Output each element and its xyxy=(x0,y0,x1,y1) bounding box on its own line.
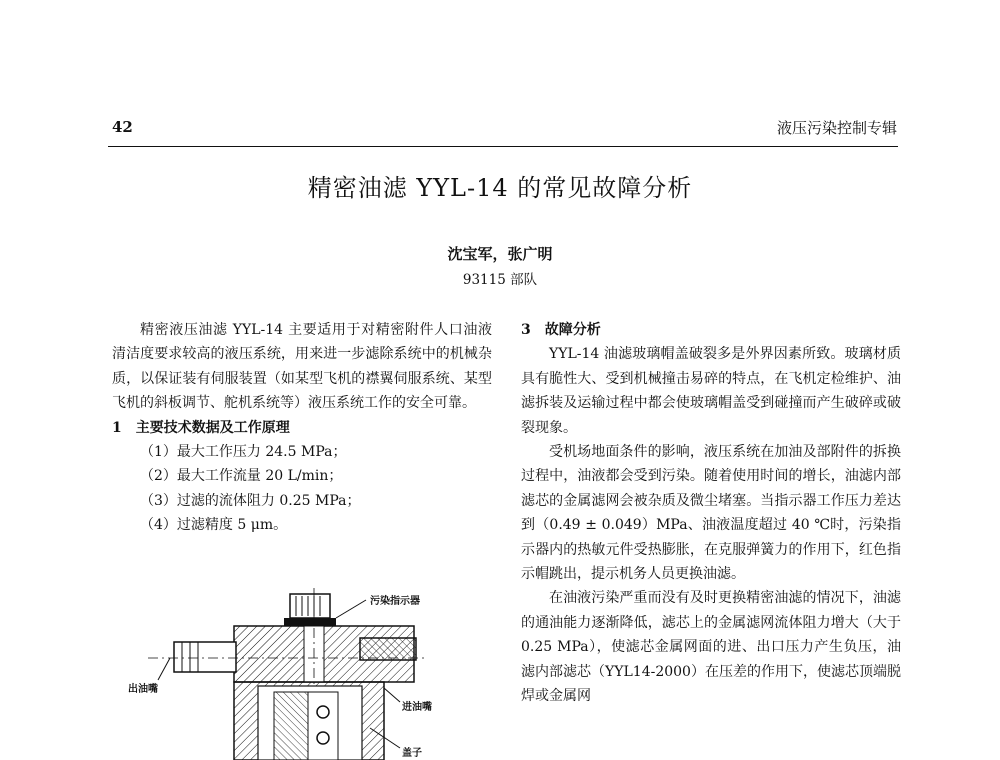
cover-label: 盖子 xyxy=(402,748,422,759)
body-paragraph: YYL-14 油滤玻璃帽盖破裂多是外界因素所致。玻璃材质具有脆性大、受到机械撞击易碎的特点，在飞机定检维护、油滤拆装及运输过程中都会使玻璃帽盖受到碰撞而产生破碎或破裂现象。 xyxy=(521,346,901,436)
outlet-label: 出油嘴 xyxy=(128,684,158,695)
spec-item: （2）最大工作流量 20 L/min； xyxy=(140,468,343,485)
running-head: 液压污染控制专辑 xyxy=(776,119,897,137)
section-3-heading: 3 故障分析 xyxy=(521,322,601,338)
body-paragraph: 受机场地面条件的影响，液压系统在加油及部附件的拆换过程中，油液都会受到污染。随着使用时间的增长，油滤内部滤芯的金属滤网会被杂质及微尘堵塞。当指示器工作压力差达到（0.49 ± 0.049）MPa、油液温度超过 40 ℃时，污染指示器内的热敏元件受热膨胀，在克服弹簧力的作用下，红色指示帽跳出，提示机务人员更换油滤。 xyxy=(521,444,901,583)
spec-item: （4）过滤精度 5 μm。 xyxy=(140,517,288,534)
right-column xyxy=(521,318,901,709)
spec-item: （1）最大工作压力 24.5 MPa； xyxy=(140,444,347,461)
body-paragraph: 在油液污染严重而没有及时更换精密油滤的情况下，油滤的通油能力逐渐降低，滤芯上的金属滤网流体阻力增大（大于 0.25 MPa），使滤芯金属网面的进、出口压力产生负压，油滤内部滤芯（YYL14-2000）在压差的作用下，使滤芯顶端脱焊或金属网 xyxy=(521,590,901,705)
outlet-nozzle-shape xyxy=(174,642,236,672)
section-1-heading: 1 主要技术数据及工作原理 xyxy=(112,419,290,436)
intro-paragraph: 精密液压油滤 YYL-14 主要适用于对精密附件人口油液清洁度要求较高的液压系统，用来进一步滤除系统中的机械杂质，以保证装有伺服装置（如某型飞机的襟翼伺服系统、某型飞机的斜板调节、舵机系统等）液压系统工作的安全可靠。 xyxy=(112,322,492,412)
article-authors: 沈宝军，张广明 xyxy=(447,245,553,263)
indicator-label: 污染指示器 xyxy=(370,596,420,607)
header-rule xyxy=(108,146,898,147)
filter-cross-section xyxy=(108,588,508,760)
spec-item: （3）过滤的流体阻力 0.25 MPa； xyxy=(140,492,361,509)
article-title: 精密油滤 YYL-14 的常见故障分析 xyxy=(307,174,693,202)
page-number: 42 xyxy=(112,118,133,136)
inlet-nozzle-shape xyxy=(360,638,416,660)
inlet-label: 进油嘴 xyxy=(402,702,432,713)
article-affiliation: 93115 部队 xyxy=(462,272,538,288)
left-column xyxy=(112,318,492,538)
filter-diagram xyxy=(108,588,508,760)
